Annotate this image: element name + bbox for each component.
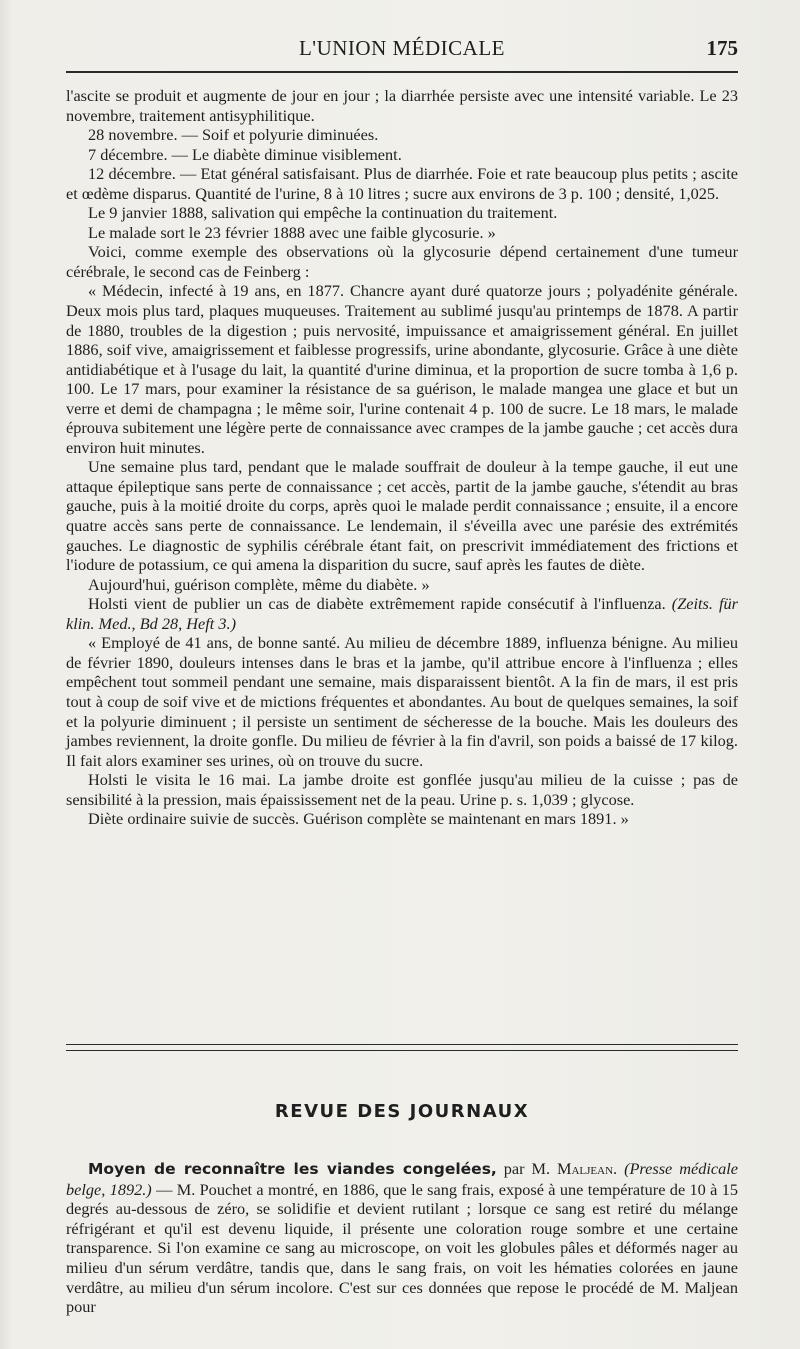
holsti-intro-text: Holsti vient de publier un cas de diabète extrêmement rapide consécutif à l'influenza. (88, 594, 666, 614)
paragraph: Holsti le visita le 16 mai. La jambe droite est gonflée jusqu'au milieu de la cuisse ; pas de sensibilité à la pression, mais épaississement net de la peau. Urine p. s. 1,039 ; glycose. (66, 770, 738, 809)
paragraph: Le malade sort le 23 février 1888 avec une faible glycosurie. » (88, 222, 496, 242)
paragraph: Aujourd'hui, guérison complète, même du diabète. » (88, 574, 430, 594)
article-by: par M. (503, 1159, 551, 1178)
paragraph: 12 décembre. — Etat général satisfaisant. Plus de diarrhée. Foie et rate beaucoup plus petits ; ascite et œdème disparus. Quantité de l'urine, 8 à 10 litres ; sucre aux environs de 3 p. 100 ; densité, 1,025. (66, 164, 738, 203)
article (66, 1159, 738, 1317)
article-author: Maljean. (557, 1159, 618, 1178)
running-title: L'UNION MÉDICALE (298, 36, 505, 60)
paragraph: « Médecin, infecté à 19 ans, en 1877. Chancre ayant duré quatorze jours ; polyadénite générale. Deux mois plus tard, plaques muqueuses. Traitement au sublimé jusqu'au printemps de 1878. A partir de 1880, troubles de la digestion ; puis nervosité, impuissance et amaigrissement général. En juillet 1886, soif vive, amaigrissement et faiblesse progressifs, urine abondante, glycosurie. Grâce à une diète antidiabétique et à l'usage du lait, la quantité d'urine diminua, et la proportion de sucre tomba à 1,6 p. 100. Le 17 mars, pour examiner la résistance de sa guérison, le malade mangea une glace et but un verre et demi de champagna ; le même soir, l'urine contenait 4 p. 100 de sucre. Le 18 mars, le malade éprouva subitement une légère perte de connaissance avec crampes de la jambe gauche ; cet accès dura environ huit minutes. (66, 281, 738, 457)
paragraph: Une semaine plus tard, pendant que le malade souffrait de douleur à la tempe gauche, il eut une attaque épileptique sans perte de connaissance ; cet accès, partit de la jambe gauche, s'étendit au bras gauche, puis à la moitié droite du corps, après quoi le malade perdit connaissance ; ensuite, il a encore quatre accès sans perte de connaissance. Le lendemain, il s'éveilla avec une parésie des extrémités gauches. Le diagnostic de syphilis cérébrale étant fait, on prescrivit immédiatement des frictions et l'iodure de potassium, ce qui amena la disparition du sucre, sauf après les fautes de diète. (66, 457, 738, 575)
article-body: — M. Pouchet a montré, en 1886, que le sang frais, exposé à une température de 10 à 15 degrés au-dessous de zéro, se solidifie et devient rutilant ; lorsque ce sang est retiré du mélange réfrigérant et qu'il est devenu liquide, il présente une coloration rouge sombre et une certaine transparence. Si l'on examine ce sang au microscope, on voit les globules pâles et déformés nager au milieu d'un sérum verdâtre, tandis que, dans le sang frais, on voit les hématies colorées en jaune verdâtre, au milieu d'un sérum incolore. C'est sur ces données que repose le procédé de M. Maljean pour (66, 1179, 739, 1317)
paragraph: 28 novembre. — Soif et polyurie diminuées. (88, 125, 379, 145)
header-rule (66, 71, 738, 73)
article-source: (Presse médicale belge, 1892.) (66, 1159, 738, 1199)
page-header (66, 36, 738, 66)
paragraph: 7 décembre. — Le diabète diminue visiblement. (88, 144, 402, 164)
page-number: 175 (706, 36, 738, 60)
article-title: Moyen de reconnaître les viandes congelées, (88, 1160, 497, 1178)
article-paragraph (66, 1159, 738, 1317)
section-title: REVUE DES JOURNAUX (274, 1101, 530, 1122)
section-divider (66, 1044, 738, 1051)
paragraph: Diète ordinaire suivie de succès. Guérison complète se maintenant en mars 1891. » (88, 809, 629, 829)
main-text (66, 86, 738, 829)
paragraph: « Employé de 41 ans, de bonne santé. Au milieu de décembre 1889, influenza bénigne. Au milieu de février 1890, douleurs intenses dans le bras et la jambe, qu'il attribue encore à l'influenza ; elles empêchent tout sommeil pendant une semaine, mais disparaissent bientôt. A la fin de mars, il est pris tout à coup de soif vive et de mictions fréquentes et abondantes. Au bout de quelques semaines, la soif et la polyurie diminuent ; il persiste un sentiment de sécheresse de la bouche. Mais les douleurs des jambes reviennent, la droite gonfle. Du milieu de février à la fin d'avril, son poids a baissé de 17 kilog. Il fait alors examiner ses urines, où on trouve du sucre. (66, 633, 738, 770)
holsti-citation: (Zeits. für klin. Med., Bd 28, Heft 3.) (66, 594, 738, 633)
paragraph (66, 594, 738, 633)
paragraph: Voici, comme exemple des observations où la glycosurie dépend certainement d'une tumeur cérébrale, le second cas de Feinberg : (66, 242, 738, 281)
paragraph: l'ascite se produit et augmente de jour en jour ; la diarrhée persiste avec une intensité variable. Le 23 novembre, traitement antisyphilitique. (66, 86, 738, 125)
paragraph: Le 9 janvier 1888, salivation qui empêche la continuation du traitement. (88, 203, 558, 223)
